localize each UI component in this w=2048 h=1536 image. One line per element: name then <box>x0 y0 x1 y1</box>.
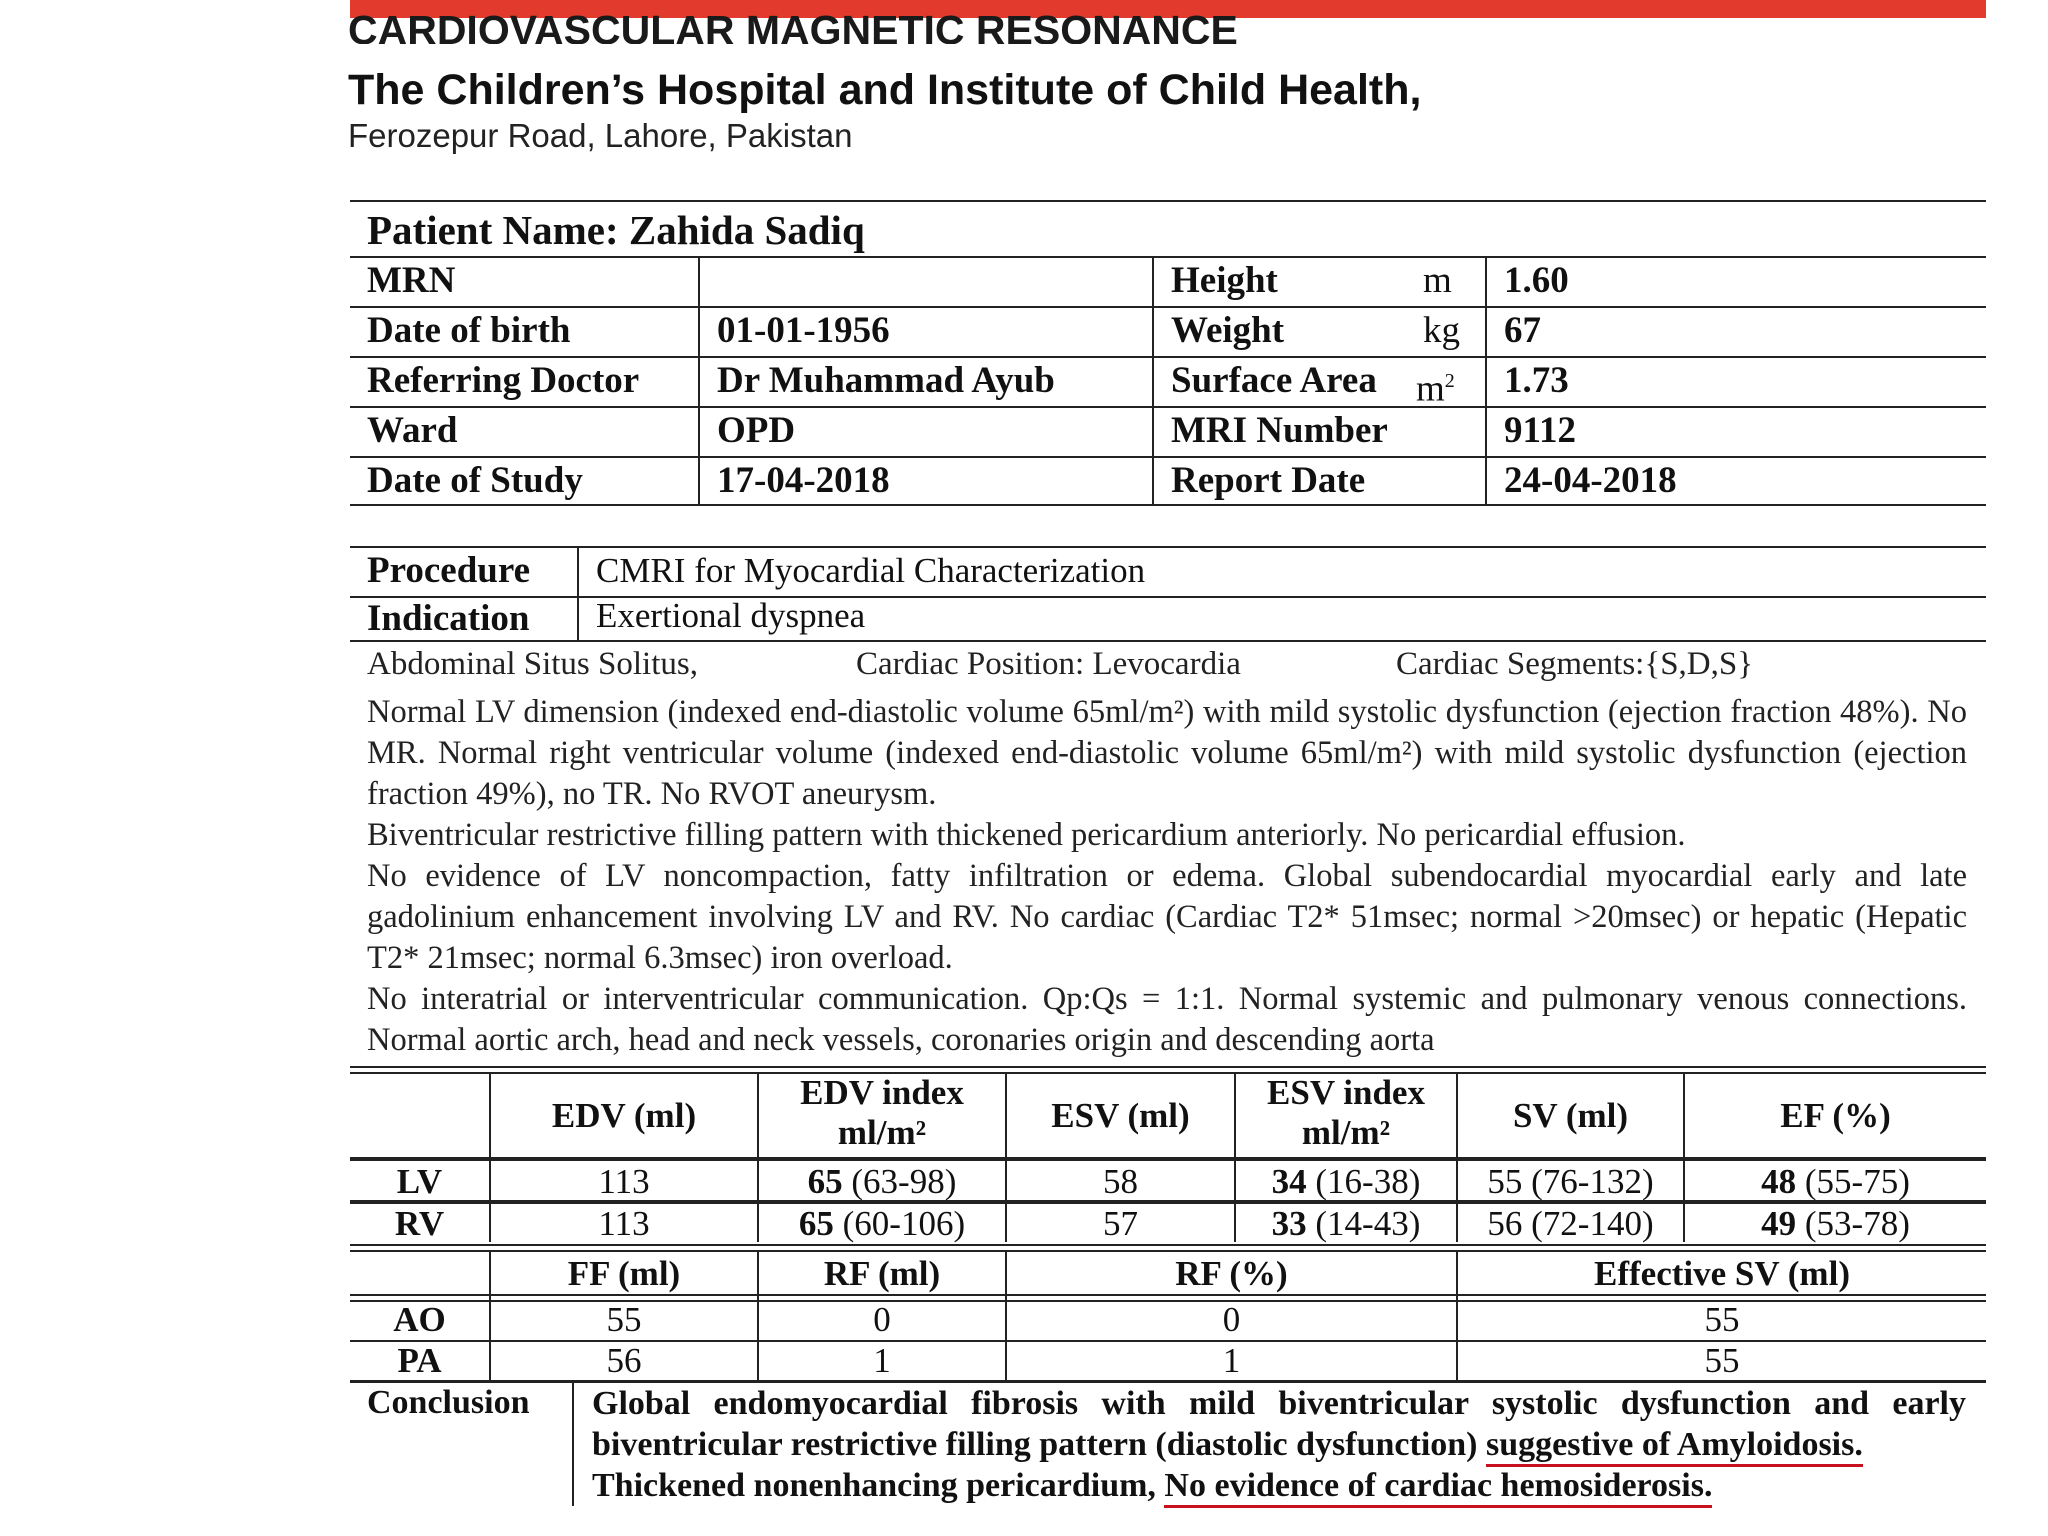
col-esv-index-unit: ml/m² <box>1301 1113 1391 1152</box>
conclusion-pericardium: Thickened nonenhancing pericardium, <box>592 1467 1156 1504</box>
conclusion-highlight-hemosiderosis: No evidence of cardiac hemosiderosis. <box>1164 1467 1712 1508</box>
pa-ff: 56 <box>606 1341 642 1380</box>
finding-ventricles: Normal LV dimension (indexed end-diastolic volume 65ml/m²) with mild systolic dysfunction (ejection fraction 48%). No MR. Normal right ventricular volume (indexed end-diastolic volume 65ml/m²) with mild systolic dysfunction (ejection fraction 49%), no TR. No RVOT aneurysm. <box>367 694 1967 812</box>
ward-value: OPD <box>717 410 796 451</box>
finding-filling: Biventricular restrictive filling pattern with thickened pericardium anteriorly. No pericardial effusion. <box>367 817 1686 853</box>
department-title: CARDIOVASCULAR MAGNETIC RESONANCE <box>348 8 1238 44</box>
surface-area-value: 1.73 <box>1504 360 1569 401</box>
weight-unit: kg <box>1423 310 1460 351</box>
height-value: 1.60 <box>1504 260 1569 301</box>
ao-effective-sv: 55 <box>1704 1300 1740 1339</box>
conclusion-label: Conclusion <box>367 1384 530 1421</box>
rv-ef: 49 (53-78) <box>1761 1204 1910 1243</box>
weight-value: 67 <box>1504 310 1541 351</box>
ward-label: Ward <box>367 410 458 451</box>
cardiac-position: Cardiac Position: Levocardia <box>856 646 1241 682</box>
col-edv: EDV (ml) <box>551 1096 697 1135</box>
referring-doctor-label: Referring Doctor <box>367 360 640 401</box>
report-date-value: 24-04-2018 <box>1504 460 1677 501</box>
col-ef: EF (%) <box>1780 1096 1891 1135</box>
conclusion-main: Global endomyocardial fibrosis with mild biventricular systolic dysfunction and early biventricular restrictive filling pattern (diastolic dysfunction) <box>592 1385 1966 1463</box>
procedure-label: Procedure <box>367 550 531 591</box>
rv-sv: 56 (72-140) <box>1487 1204 1654 1243</box>
col-esv: ESV (ml) <box>1051 1096 1190 1135</box>
mri-number-label: MRI Number <box>1171 410 1388 451</box>
col-edv-index-unit: ml/m² <box>837 1113 927 1152</box>
patient-name: Patient Name: Zahida Sadiq <box>367 207 865 253</box>
pa-rf: 1 <box>873 1341 891 1380</box>
height-label: Height <box>1171 260 1278 301</box>
conclusion-highlight-amyloidosis: suggestive of Amyloidosis. <box>1486 1426 1863 1467</box>
abdominal-situs: Abdominal Situs Solitus, <box>367 646 698 682</box>
surface-area-unit: $m^2$ <box>1416 368 1455 410</box>
procedure-value: CMRI for Myocardial Characterization <box>596 551 1146 590</box>
mrn-label: MRN <box>367 260 456 301</box>
lv-ef: 48 (55-75) <box>1761 1162 1910 1201</box>
conclusion-text <box>592 1383 1966 1506</box>
row-pa-label: PA <box>397 1341 442 1380</box>
rv-edv: 113 <box>598 1204 650 1243</box>
finding-tissue: No evidence of LV noncompaction, fatty infiltration or edema. Global subendocardial myocardial early and late gadolinium enhancement involving LV and RV. No cardiac (Cardiac T2* 51msec; normal >20msec) or hepatic (Hepatic T2* 21msec; normal 6.3msec) iron overload. <box>367 858 1967 976</box>
row-ao-label: AO <box>393 1300 446 1339</box>
row-lv-label: LV <box>396 1162 443 1201</box>
lv-edv-index: 65 (63-98) <box>807 1162 957 1201</box>
pa-effective-sv: 55 <box>1704 1341 1740 1380</box>
hospital-name: The Children’s Hospital and Institute of Child Health, <box>348 66 1422 114</box>
col-edv-index: EDV index <box>800 1073 964 1112</box>
findings-text <box>367 692 1967 1061</box>
dob-value: 01-01-1956 <box>717 310 890 351</box>
mri-number-value: 9112 <box>1504 410 1576 451</box>
col-ff: FF (ml) <box>567 1254 681 1293</box>
ao-rf: 0 <box>873 1300 891 1339</box>
cardiac-segments: Cardiac Segments:{S,D,S} <box>1396 646 1754 682</box>
indication-value: Exertional dyspnea <box>596 596 866 635</box>
col-rf-percent: RF (%) <box>1175 1254 1288 1293</box>
col-sv: SV (ml) <box>1512 1096 1629 1135</box>
col-effective-sv: Effective SV (ml) <box>1594 1254 1850 1293</box>
hospital-address: Ferozepur Road, Lahore, Pakistan <box>348 117 853 154</box>
pa-rf-percent: 1 <box>1222 1341 1241 1380</box>
indication-label: Indication <box>367 598 530 639</box>
row-rv-label: RV <box>394 1204 445 1243</box>
ao-ff: 55 <box>606 1300 642 1339</box>
finding-connections: No interatrial or interventricular communication. Qp:Qs = 1:1. Normal systemic and pulmonary venous connections. Normal aortic arch, head and neck vessels, coronaries origin and descending aorta <box>367 981 1967 1058</box>
lv-sv: 55 (76-132) <box>1487 1162 1654 1201</box>
rv-esv-index: 33 (14-43) <box>1271 1204 1421 1243</box>
dob-label: Date of birth <box>367 310 571 351</box>
col-rf: RF (ml) <box>823 1254 941 1293</box>
ao-rf-percent: 0 <box>1222 1300 1241 1339</box>
report-date-label: Report Date <box>1171 460 1366 501</box>
study-date-label: Date of Study <box>367 460 583 501</box>
rv-esv: 57 <box>1103 1204 1138 1243</box>
weight-label: Weight <box>1171 310 1285 351</box>
height-unit: m <box>1423 260 1452 301</box>
referring-doctor-value: Dr Muhammad Ayub <box>717 360 1055 401</box>
col-esv-index: ESV index <box>1267 1073 1425 1112</box>
lv-esv-index: 34 (16-38) <box>1271 1162 1421 1201</box>
study-date-value: 17-04-2018 <box>717 460 890 501</box>
lv-esv: 58 <box>1103 1162 1138 1201</box>
rv-edv-index: 65 (60-106) <box>798 1204 966 1243</box>
lv-edv: 113 <box>598 1162 650 1201</box>
surface-area-label: Surface Area <box>1171 360 1377 401</box>
